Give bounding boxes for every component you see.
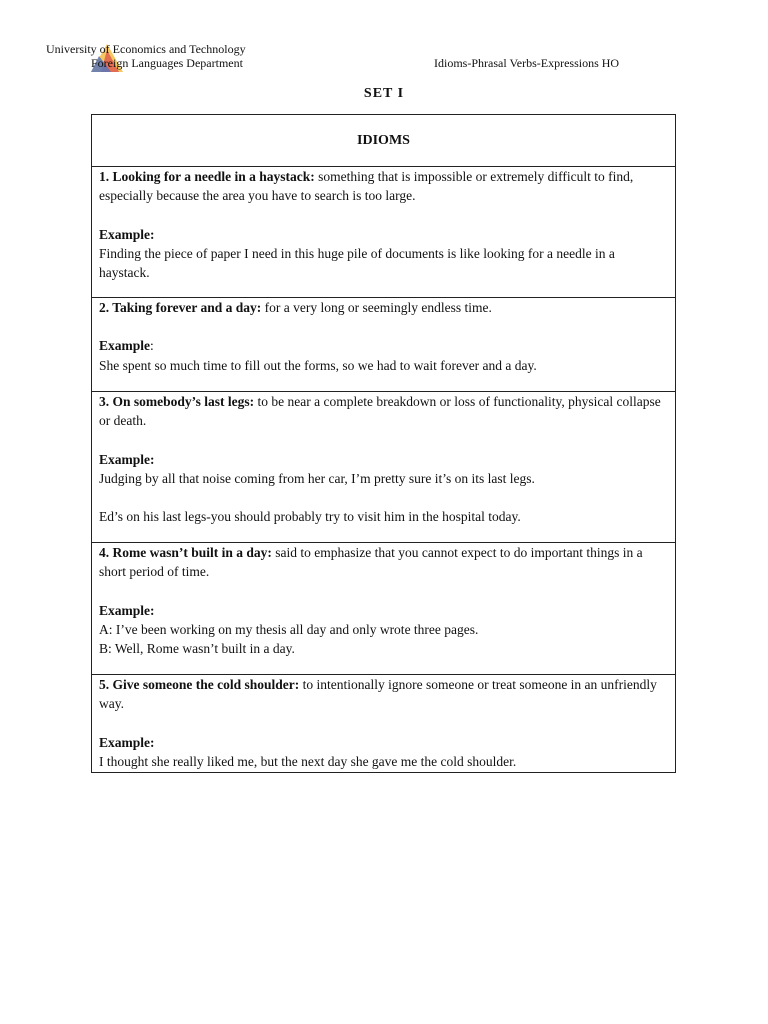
idiom-term: 4. Rome wasn’t built in a day:: [99, 545, 272, 560]
table-row: [92, 543, 676, 675]
example-label: Example:: [99, 734, 155, 750]
idiom-definition: for a very long or seemingly endless time.: [264, 300, 492, 315]
example-sentence: Finding the piece of paper I need in this huge pile of documents is like looking for a needle in a haystack.: [99, 245, 615, 280]
example-sentence: B: Well, Rome wasn’t built in a day.: [99, 641, 295, 656]
table-row: [92, 298, 676, 392]
institution-header: [46, 42, 246, 70]
idiom-term: 5. Give someone the cold shoulder:: [99, 677, 300, 692]
example-label: Example:: [99, 602, 155, 618]
table-row: [92, 675, 676, 773]
example-label-colon: :: [150, 338, 154, 354]
idiom-entry-5: [92, 675, 676, 773]
idiom-entry-4: [92, 543, 676, 675]
idiom-definition: to be near a complete breakdown or loss of functionality, physical collapse or death.: [99, 394, 661, 429]
document-label: Idioms-Phrasal Verbs-Expressions HO: [434, 56, 620, 70]
table-row: [92, 167, 676, 298]
idiom-term: 1. Looking for a needle in a haystack:: [99, 169, 315, 184]
department-name: Foreign Languages Department: [91, 56, 243, 70]
table-heading: IDIOMS: [92, 115, 676, 167]
idiom-definition: to intentionally ignore someone or treat someone in an unfriendly way.: [99, 677, 657, 712]
idiom-entry-3: [92, 392, 676, 543]
example-sentence: Ed’s on his last legs-you should probably try to visit him in the hospital today.: [99, 509, 521, 525]
example-sentence: She spent so much time to fill out the forms, so we had to wait forever and a day.: [99, 357, 537, 373]
idiom-entry-2: [92, 298, 676, 392]
example-label: Example:: [99, 451, 155, 467]
example-sentence: I thought she really liked me, but the next day she gave me the cold shoulder.: [99, 753, 517, 769]
example-sentence: A: I’ve been working on my thesis all day and only wrote three pages.: [99, 621, 479, 637]
idiom-entry-1: [92, 167, 676, 298]
example-label: Example: [99, 338, 151, 354]
institution-name: University of Economics and Technology: [46, 42, 246, 56]
idiom-definition: said to emphasize that you cannot expect to do important things in a short period of time.: [99, 545, 643, 580]
idiom-term: 2. Taking forever and a day:: [99, 300, 262, 315]
example-sentence: Judging by all that noise coming from her car, I’m pretty sure it’s on its last legs.: [99, 470, 535, 486]
table-row: [92, 392, 676, 543]
idiom-term: 3. On somebody’s last legs:: [99, 394, 255, 409]
idiom-definition: something that is impossible or extremely difficult to find, especially because the area you have to search is too large.: [99, 169, 634, 204]
idioms-table: [91, 114, 676, 773]
example-label: Example:: [99, 226, 155, 242]
set-title: SET I: [363, 86, 405, 101]
